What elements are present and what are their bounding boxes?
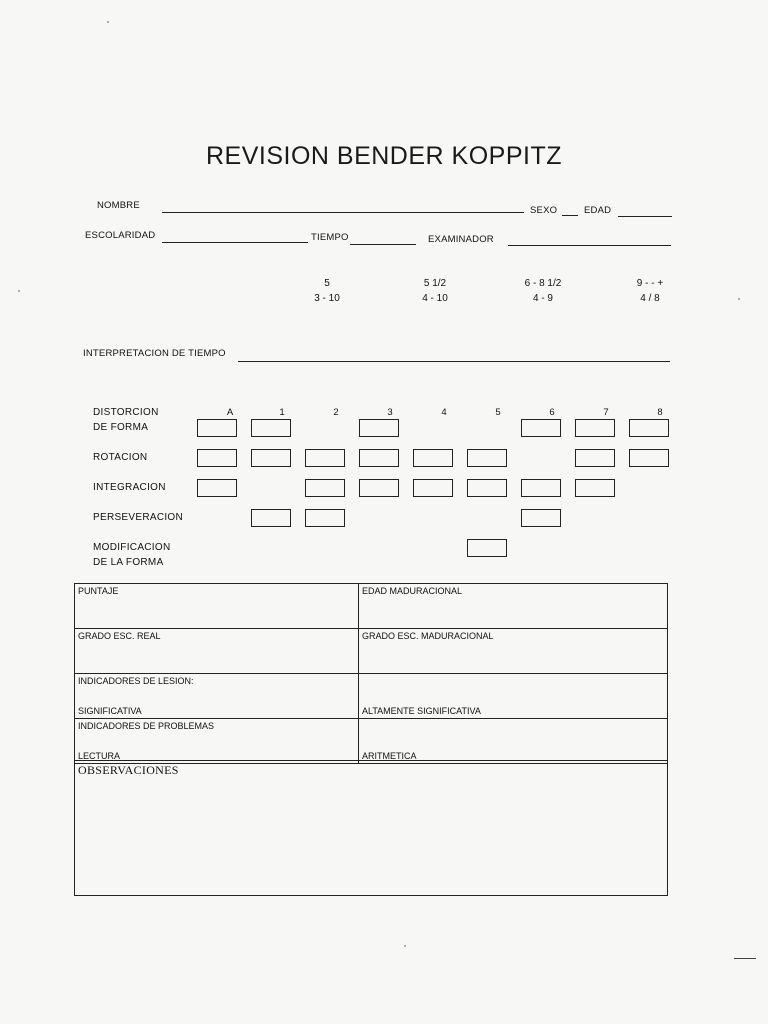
sexo-field[interactable] [562, 215, 578, 216]
escolaridad-label: ESCOLARIDAD [85, 230, 156, 241]
interpretacion-label: INTERPRETACION DE TIEMPO [83, 348, 226, 359]
score-box-integracion-3[interactable] [359, 479, 399, 497]
row-label-distorcion: DISTORCION DE FORMA [93, 407, 159, 433]
lectura-label: LECTURA [78, 751, 121, 761]
escolaridad-field[interactable] [162, 242, 308, 243]
scan-speck [18, 290, 20, 292]
age-value: 6 - 8 1/2 [524, 278, 562, 289]
figure-header-7: 7 [603, 407, 609, 418]
tiempo-label: TIEMPO [311, 232, 349, 243]
examinador-label: EXAMINADOR [428, 234, 494, 245]
figure-header-8: 8 [657, 407, 663, 418]
examinador-field[interactable] [508, 245, 671, 246]
score-box-integracion-6[interactable] [521, 479, 561, 497]
lesion-significativa-cell[interactable] [75, 674, 359, 719]
time-range: 4 - 10 [422, 293, 448, 304]
edad-field[interactable] [618, 216, 672, 217]
age-group-3 [503, 276, 583, 306]
figure-header-1: 1 [279, 407, 285, 418]
score-box-rotacion-3[interactable] [359, 449, 399, 467]
score-box-integracion-2[interactable] [305, 479, 345, 497]
score-box-integracion-a[interactable] [197, 479, 237, 497]
score-box-rotacion-a[interactable] [197, 449, 237, 467]
score-box-perseveracion-1[interactable] [251, 509, 291, 527]
time-range: 3 - 10 [314, 293, 340, 304]
score-box-distorcion-3[interactable] [359, 419, 399, 437]
score-box-modificacion-5[interactable] [467, 539, 507, 557]
score-box-rotacion-5[interactable] [467, 449, 507, 467]
edad-maduracional-cell[interactable] [359, 584, 668, 629]
figure-header-6: 6 [549, 407, 555, 418]
age-value: 9 - - + [636, 278, 664, 289]
age-value: 5 1/2 [423, 278, 447, 289]
score-box-distorcion-8[interactable] [629, 419, 669, 437]
sexo-label: SEXO [530, 205, 558, 216]
observaciones-box[interactable] [74, 760, 668, 896]
nombre-field[interactable] [162, 212, 524, 213]
figure-header-3: 3 [387, 407, 393, 418]
score-box-distorcion-6[interactable] [521, 419, 561, 437]
figure-header-a: A [226, 407, 234, 418]
aritmetica-label: ARITMETICA [362, 751, 417, 761]
grado-maduracional-cell[interactable] [359, 629, 668, 674]
score-box-integracion-4[interactable] [413, 479, 453, 497]
score-box-rotacion-7[interactable] [575, 449, 615, 467]
altamente-significativa-label: ALTAMENTE SIGNIFICATIVA [362, 706, 481, 716]
results-table [74, 583, 668, 764]
score-box-rotacion-4[interactable] [413, 449, 453, 467]
time-range: 4 - 9 [532, 293, 553, 304]
score-box-distorcion-a[interactable] [197, 419, 237, 437]
significativa-label: SIGNIFICATIVA [78, 706, 142, 716]
tiempo-field[interactable] [350, 244, 416, 245]
puntaje-label: PUNTAJE [78, 586, 119, 596]
page-title: REVISION BENDER KOPPITZ [205, 142, 562, 170]
grado-maduracional-label: GRADO ESC. MADURACIONAL [362, 631, 494, 641]
nombre-label: NOMBRE [97, 200, 140, 211]
score-box-integracion-7[interactable] [575, 479, 615, 497]
score-box-rotacion-1[interactable] [251, 449, 291, 467]
age-group-1 [287, 276, 367, 306]
figure-header-5: 5 [495, 407, 501, 418]
lesion-altamente-cell[interactable] [359, 674, 668, 719]
score-box-integracion-5[interactable] [467, 479, 507, 497]
observaciones-label: OBSERVACIONES [78, 763, 179, 777]
grado-real-label: GRADO ESC. REAL [78, 631, 161, 641]
scan-speck [404, 945, 406, 947]
figure-header-2: 2 [333, 407, 339, 418]
time-range: 4 / 8 [640, 293, 660, 304]
puntaje-cell[interactable] [75, 584, 359, 629]
indicadores-problemas-label: INDICADORES DE PROBLEMAS [78, 721, 215, 731]
grado-real-cell[interactable] [75, 629, 359, 674]
figure-header-4: 4 [441, 407, 447, 418]
edad-maduracional-label: EDAD MADURACIONAL [362, 586, 463, 596]
score-box-rotacion-8[interactable] [629, 449, 669, 467]
row-label-integracion: INTEGRACION [93, 482, 166, 493]
indicadores-lesion-label: INDICADORES DE LESION: [78, 676, 194, 686]
score-box-perseveracion-6[interactable] [521, 509, 561, 527]
edad-label: EDAD [584, 205, 612, 216]
age-group-4 [610, 276, 690, 306]
problemas-lectura-cell[interactable] [75, 719, 359, 764]
problemas-aritmetica-cell[interactable] [359, 719, 668, 764]
score-box-distorcion-1[interactable] [251, 419, 291, 437]
row-label-perseveracion: PERSEVERACION [93, 512, 184, 523]
scan-speck [738, 298, 740, 300]
score-box-distorcion-7[interactable] [575, 419, 615, 437]
interpretacion-field[interactable] [238, 361, 670, 362]
score-box-perseveracion-2[interactable] [305, 509, 345, 527]
scan-speck [107, 21, 109, 23]
row-label-modificacion: MODIFICACION DE LA FORMA [93, 542, 171, 568]
scan-mark [734, 958, 756, 959]
score-box-rotacion-2[interactable] [305, 449, 345, 467]
row-label-rotacion: ROTACION [93, 452, 148, 463]
age-value: 5 [324, 278, 330, 289]
age-group-2 [395, 276, 475, 306]
